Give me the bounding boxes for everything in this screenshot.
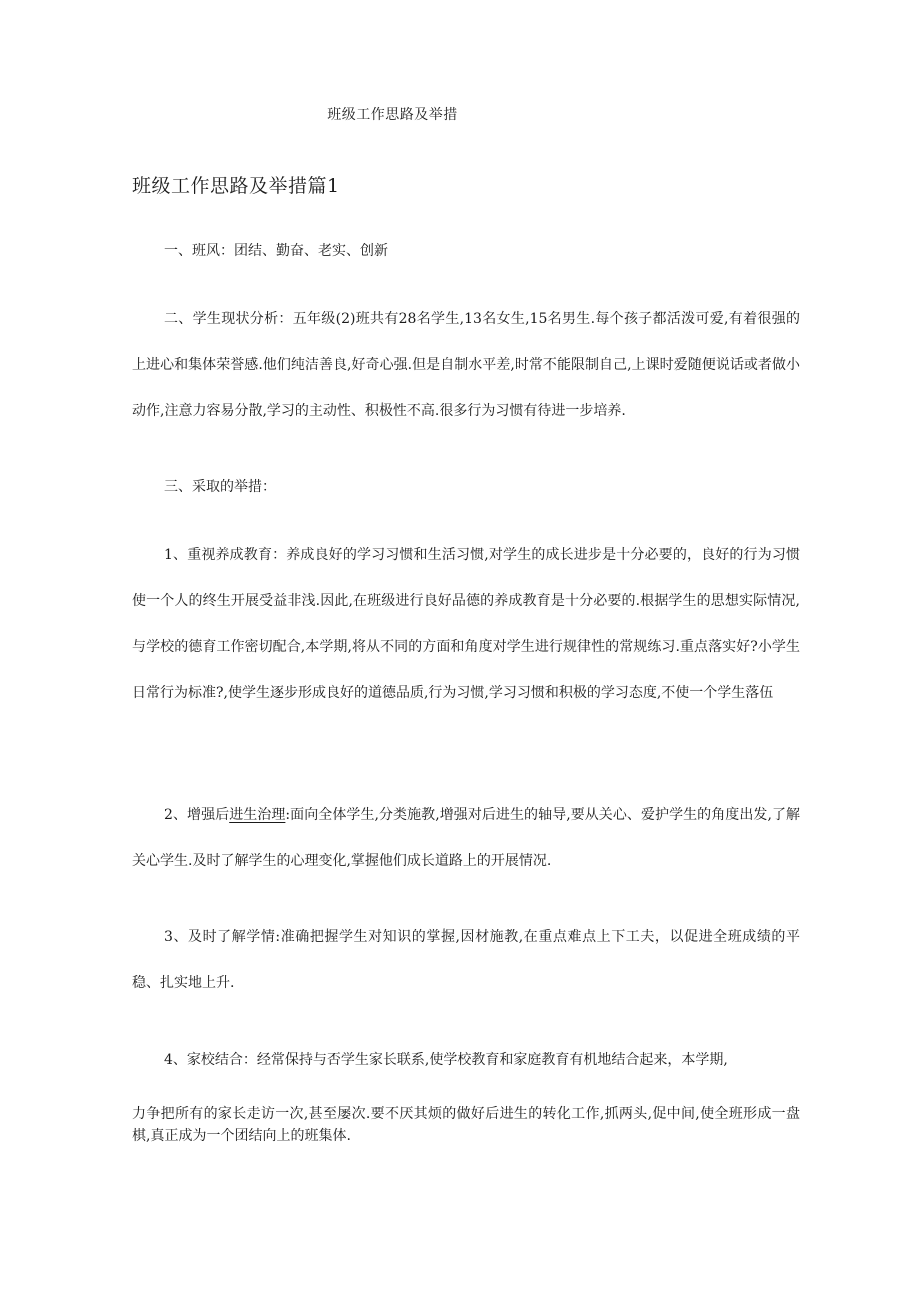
p5-prefix: 2、增强后 xyxy=(164,807,230,823)
section-heading: 班级工作思路及举措篇1 xyxy=(132,175,340,197)
paragraph-learning-status: 3、及时了解学情:准确把握学生对知识的掌握,因材施教,在重点难点上下工夫，以促进全班成绩的平稳、扎实地上升. xyxy=(132,929,800,991)
paragraph-class-style: 一、班风：团结、勤奋、老实、创新 xyxy=(164,243,388,259)
paragraph-lagging-students xyxy=(132,792,800,884)
p5-underlined-text: 进生治理 xyxy=(229,807,286,823)
paragraph-habit-education: 1、重视养成教育：养成良好的学习习惯和生活习惯,对学生的成长进步是十分必要的，良好的行为习惯使一个人的终生开展受益非浅.因此,在班级进行良好品德的养成教育是十分必要的.根据学生的思想实际情况,与学校的德育工作密切配合,本学期,将从不同的方面和角度对学生进行规律性的常规练习.重点落实好?小学生日常行为标准?,使学生逐步形成良好的道德品质,行为习惯,学习习惯和积极的学习态度,不使一个学生落伍 xyxy=(132,547,800,701)
paragraph-measures-heading: 三、采取的举措： xyxy=(164,479,276,495)
paragraph-student-analysis: 二、学生现状分析：五年级(2)班共有28名学生,13名女生,15名男生.每个孩子都活泼可爱,有着很强的上进心和集体荣誉感.他们纯洁善良,好奇心强.但是自制水平差,时常不能限制自己,上课时爱随便说话或者做小动作,注意力容易分散,学习的主动性、积极性不高.很多行为习惯有待进一步培养. xyxy=(132,311,800,419)
p5-suffix: :面向全体学生,分类施教,增强对后进生的轴导,要从关心、爱护学生的角度出发,了解关心学生.及时了解学生的心理变化,掌握他们成长道路上的开展情况. xyxy=(132,807,801,869)
paragraph-home-school-cont: 力争把所有的家长走访一次,甚至屡次.要不厌其烦的做好后进生的转化工作,抓两头,促中间,使全班形成一盘棋,真正成为一个团结向上的班集体. xyxy=(132,1106,800,1144)
paragraph-home-school: 4、家校结合：经常保持与否学生家长联系,使学校教育和家庭教育有机地结合起来，本学期, xyxy=(164,1052,728,1068)
document-title: 班级工作思路及举措 xyxy=(327,107,458,123)
